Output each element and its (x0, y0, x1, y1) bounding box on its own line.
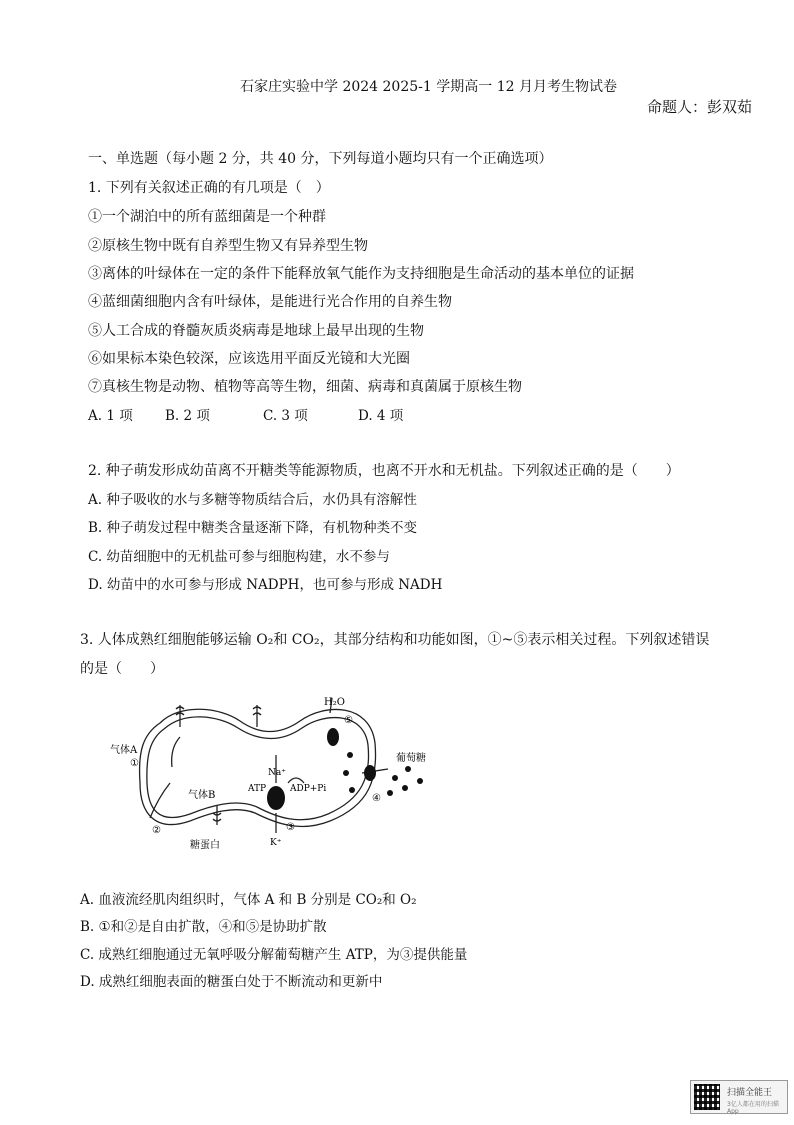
q2-stem: 2. 种子萌发形成幼苗离不开糖类等能源物质，也离不开水和无机盐。下列叙述正确的是（ ） (88, 463, 680, 479)
q1-option-b: B. 2 项 (165, 408, 210, 424)
label-num-2: ② (152, 825, 161, 836)
label-num-4: ④ (372, 793, 381, 804)
q1-statement: ③离体的叶绿体在一定的条件下能释放氧气能作为支持细胞是生命活动的基本单位的证据 (88, 266, 634, 282)
label-glucose: 葡萄糖 (396, 753, 426, 764)
q1-statement: ①一个湖泊中的所有蓝细菌是一个种群 (88, 209, 326, 225)
scanner-watermark (690, 1080, 788, 1114)
exam-title: 石家庄实验中学 2024 2025-1 学期高一 12 月月考生物试卷 (240, 79, 617, 95)
q2-option-c: C. 幼苗细胞中的无机盐可参与细胞构建，水不参与 (88, 549, 390, 565)
q1-option-d: D. 4 项 (358, 408, 404, 424)
q1-option-a: A. 1 项 (88, 408, 133, 424)
q1-statement: ②原核生物中既有自养型生物又有异养型生物 (88, 238, 368, 254)
label-gas-a: 气体A (110, 745, 138, 756)
section-heading: 一、单选题（每小题 2 分，共 40 分，下列每道小题均只有一个正确选项） (88, 151, 553, 167)
q3-stem-line1: 3. 人体成熟红细胞能够运输 O₂和 CO₂，其部分结构和功能如图，①~⑤表示相关过程。下列叙述错误 (80, 632, 710, 648)
label-glycoprotein: 糖蛋白 (190, 840, 220, 851)
q1-option-c: C. 3 项 (263, 408, 308, 424)
label-num-3: ③ (286, 822, 295, 833)
channel-protein-shape (327, 728, 339, 746)
q1-statement: ⑦真核生物是动物、植物等高等生物，细菌、病毒和真菌属于原核生物 (88, 379, 522, 395)
q3-option-a: A. 血液流经肌肉组织时，气体 A 和 B 分别是 CO₂和 O₂ (80, 892, 417, 908)
q3-option-b: B. ①和②是自由扩散，④和⑤是协助扩散 (80, 919, 327, 935)
stamp-sub: 3亿人都在用的扫描App (727, 1101, 779, 1115)
q2-option-b: B. 种子萌发过程中糖类含量逐渐下降，有机物种类不变 (88, 520, 418, 536)
q1-statement: ⑥如果标本染色较深，应该选用平面反光镜和大光圈 (88, 351, 410, 367)
q2-option-d: D. 幼苗中的水可参与形成 NADPH，也可参与形成 NADH (88, 577, 443, 593)
carrier-protein-shape (364, 765, 376, 781)
stamp-label: 扫描全能王 (727, 1088, 773, 1098)
q3-option-c: C. 成熟红细胞通过无氧呼吸分解葡萄糖产生 ATP，为③提供能量 (80, 947, 468, 963)
q2-option-a: A. 种子吸收的水与多糖等物质结合后，水仍具有溶解性 (88, 492, 417, 508)
label-water: H₂O (324, 697, 345, 708)
author-line: 命题人：彭双茹 (647, 98, 753, 116)
q1-statement: ④蓝细菌细胞内含有叶绿体，是能进行光合作用的自养生物 (88, 294, 452, 310)
label-atp: ATP (248, 784, 267, 794)
rbc-membrane-figure (100, 693, 440, 853)
pump-protein-shape (267, 786, 285, 810)
label-num-5: ⑤ (344, 715, 353, 726)
label-k: K⁺ (270, 838, 282, 848)
label-gas-b: 气体B (188, 790, 216, 801)
qr-code-icon (694, 1084, 720, 1110)
label-num-1: ① (130, 758, 139, 769)
q3-stem-line2: 的是（ ） (80, 661, 164, 677)
q1-statement: ⑤人工合成的脊髓灰质炎病毒是地球上最早出现的生物 (88, 323, 424, 339)
label-adp: ADP+Pi (290, 784, 327, 794)
label-na: Na⁺ (268, 768, 286, 778)
q1-stem: 1. 下列有关叙述正确的有几项是（ ） (88, 180, 330, 196)
q3-option-d: D. 成熟红细胞表面的糖蛋白处于不断流动和更新中 (80, 974, 383, 990)
